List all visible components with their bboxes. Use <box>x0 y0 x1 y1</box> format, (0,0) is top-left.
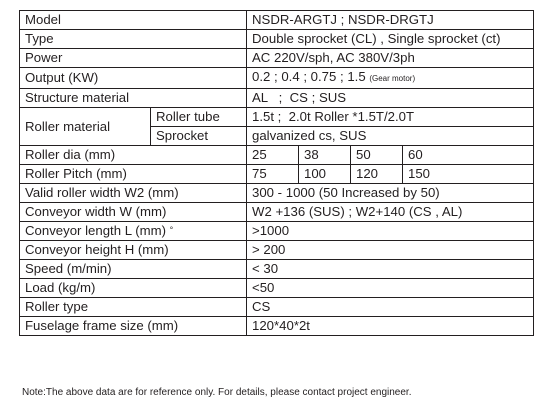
row-speed <box>20 260 534 279</box>
row-valid-width <box>20 184 534 203</box>
roller-tube-label: Roller tube <box>151 108 247 127</box>
roller-dia-value: 25 <box>247 146 299 165</box>
footnote: Note:The above data are for reference only. For details, please contact project engineer. <box>22 387 412 398</box>
row-type <box>20 30 534 49</box>
load-value: <50 <box>247 279 534 298</box>
type-label: Type <box>20 30 247 49</box>
row-conveyor-height <box>20 241 534 260</box>
roller-tube-value: 1.5t ; 2.0t Roller *1.5T/2.0T <box>247 108 534 127</box>
conveyor-width-label: Conveyor width W (mm) <box>20 203 247 222</box>
row-frame <box>20 317 534 336</box>
output-value: 0.2 ; 0.4 ; 0.75 ; 1.5 <box>252 69 370 84</box>
row-roller-type <box>20 298 534 317</box>
model-label: Model <box>20 11 247 30</box>
row-structure <box>20 89 534 108</box>
power-value: AC 220V/sph, AC 380V/3ph <box>247 49 534 68</box>
valid-width-label: Valid roller width W2 (mm) <box>20 184 247 203</box>
row-power <box>20 49 534 68</box>
output-cell <box>247 68 534 89</box>
roller-type-value: CS <box>247 298 534 317</box>
conveyor-length-mark: ° <box>169 225 174 235</box>
row-output <box>20 68 534 89</box>
conveyor-length-cell <box>20 222 247 241</box>
conveyor-width-value: W2 +136 (SUS) ; W2+140 (CS , AL) <box>247 203 534 222</box>
speed-label: Speed (m/min) <box>20 260 247 279</box>
sprocket-value: galvanized cs, SUS <box>247 127 534 146</box>
roller-dia-value: 38 <box>299 146 351 165</box>
power-label: Power <box>20 49 247 68</box>
row-model <box>20 11 534 30</box>
row-load <box>20 279 534 298</box>
sprocket-label: Sprocket <box>151 127 247 146</box>
conveyor-height-label: Conveyor height H (mm) <box>20 241 247 260</box>
row-conveyor-length <box>20 222 534 241</box>
roller-material-label: Roller material <box>20 108 151 146</box>
type-value: Double sprocket (CL) , Single sprocket (ct) <box>247 30 534 49</box>
spec-table <box>19 10 534 336</box>
output-label: Output (KW) <box>20 68 247 89</box>
roller-dia-label: Roller dia (mm) <box>20 146 247 165</box>
row-roller-tube <box>20 108 534 127</box>
output-note: (Gear motor) <box>369 74 416 83</box>
roller-dia-value: 50 <box>351 146 403 165</box>
conveyor-height-value: > 200 <box>247 241 534 260</box>
roller-pitch-value: 75 <box>247 165 299 184</box>
row-roller-pitch <box>20 165 534 184</box>
roller-dia-value: 60 <box>403 146 534 165</box>
roller-pitch-value: 150 <box>403 165 534 184</box>
conveyor-length-label: Conveyor length L (mm) <box>25 223 166 238</box>
roller-pitch-value: 120 <box>351 165 403 184</box>
speed-value: < 30 <box>247 260 534 279</box>
model-value: NSDR-ARGTJ ; NSDR-DRGTJ <box>247 11 534 30</box>
valid-width-value: 300 - 1000 (50 Increased by 50) <box>247 184 534 203</box>
row-conveyor-width <box>20 203 534 222</box>
frame-label: Fuselage frame size (mm) <box>20 317 247 336</box>
roller-type-label: Roller type <box>20 298 247 317</box>
roller-pitch-label: Roller Pitch (mm) <box>20 165 247 184</box>
conveyor-length-value: >1000 <box>247 222 534 241</box>
load-label: Load (kg/m) <box>20 279 247 298</box>
structure-value: AL ; CS ; SUS <box>247 89 534 108</box>
row-roller-dia <box>20 146 534 165</box>
frame-value: 120*40*2t <box>247 317 534 336</box>
roller-pitch-value: 100 <box>299 165 351 184</box>
structure-label: Structure material <box>20 89 247 108</box>
